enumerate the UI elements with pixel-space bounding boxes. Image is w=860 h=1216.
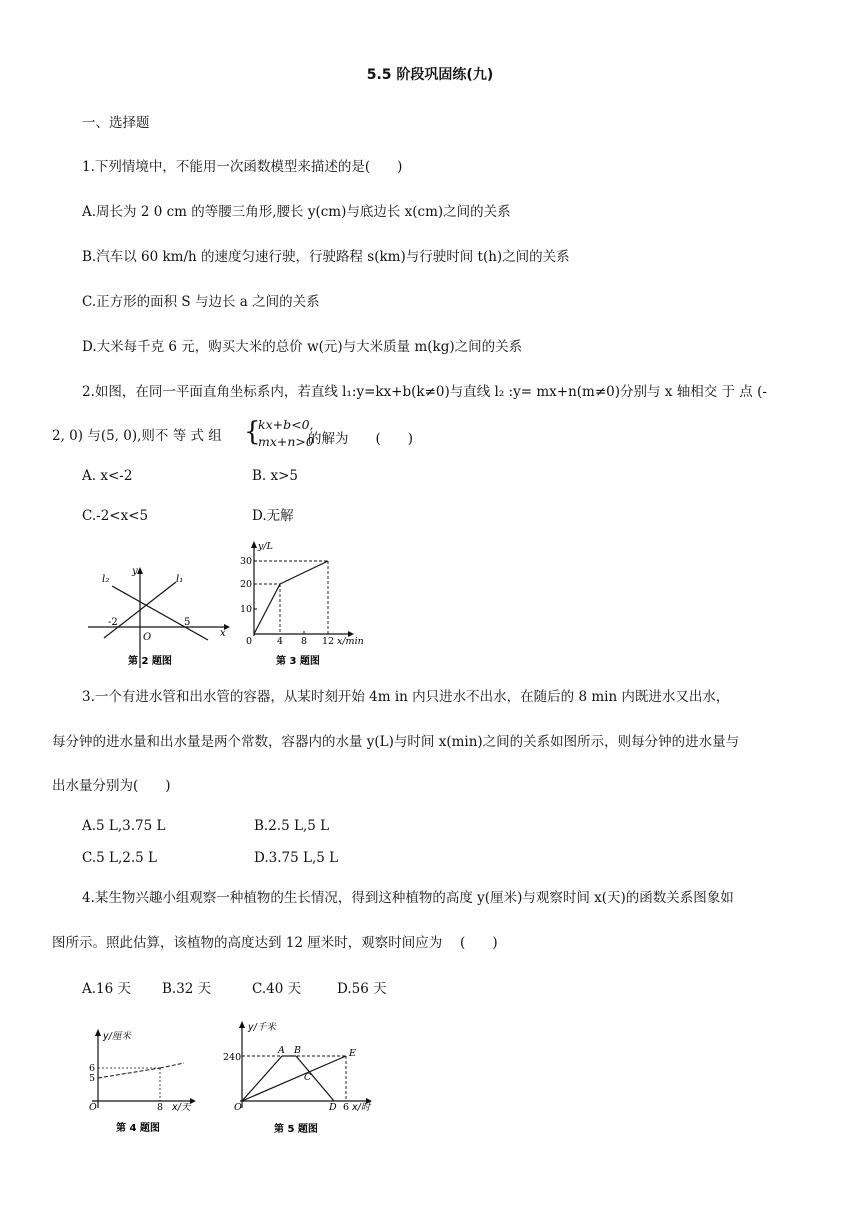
fig5-caption: 第 5 题图 [274,1124,318,1135]
q4-option-a: A.16 天 [82,981,132,997]
fig3-caption: 第 3 题图 [276,656,320,667]
figure-3 [236,538,370,674]
fig5-point-b: B [294,1045,301,1056]
q3-option-c: C.5 L,2.5 L [82,850,158,866]
q3-option-b: B.2.5 L,5 L [254,818,330,834]
figure-4 [86,1024,202,1140]
fig5-y240: 240 [223,1052,242,1063]
q2-stem-line2: 2, 0) 与(5, 0),则不 等 式 组 [52,428,222,444]
fig5-y-label: y/千米 [248,1022,276,1033]
fig4-y6: 6 [89,1063,96,1074]
fig4-x8: 8 [157,1102,164,1113]
fig2-y-label: y [132,566,138,577]
fig3-tick-x8: 8 [301,636,308,647]
fig4-caption: 第 4 题图 [116,1123,160,1134]
fig2-minus2: -2 [108,617,118,628]
fig5-point-e: E [349,1048,356,1059]
q2-stem-line1: 2.如图，在同一平面直角坐标系内，若直线 l₁:y=kx+b(k≠0)与直线 l₂ :y= mx+n(m≠0)分别与 x 轴相交 于 点 (- [82,384,767,400]
fig4-y-label: y/厘米 [103,1031,131,1042]
q3-option-d: D.3.75 L,5 L [254,850,339,866]
page-title: 5.5 阶段巩固练(九) [366,67,494,83]
fig4-x-label: x/天 [172,1102,191,1113]
q3-option-a: A.5 L,3.75 L [82,818,166,834]
fig2-l1-label: l₁ [176,574,184,585]
fig2-five: 5 [184,617,191,628]
q4-option-c: C.40 天 [252,981,302,997]
fig2-caption: 第 2 题图 [128,656,172,667]
inequality-bottom: mx+n>0 [258,434,314,449]
fig5-origin: O [234,1102,242,1113]
q4-stem-line2: 图所示。照此估算，该植物的高度达到 12 厘米时，观察时间应为 ( ) [52,935,498,951]
fig5-point-d: D [329,1102,337,1113]
fig5-x-label: x/时 [352,1102,371,1113]
fig3-y-label: y/L [258,541,273,552]
section-heading: 一、选择题 [82,115,150,131]
brace-symbol: { [244,417,261,447]
q2-option-b: B. x>5 [252,468,299,484]
fig4-y5: 5 [89,1073,96,1084]
fig3-tick-10: 10 [240,604,253,615]
fig5-point-a: A [278,1045,285,1056]
q1-option-c: C.正方形的面积 S 与边长 a 之间的关系 [82,294,320,310]
q1-option-a: A.周长为 2 0 cm 的等腰三角形,腰长 y(cm)与底边长 x(cm)之间的关系 [82,204,511,220]
fig2-x-label: x [220,628,226,639]
q3-stem-line2: 每分钟的进水量和出水量是两个常数，容器内的水量 y(L)与时间 x(min)之间的关系如图所示，则每分钟的进水量与 [52,734,740,750]
fig3-x-label: x/min [337,636,364,647]
q4-option-d: D.56 天 [337,981,387,997]
q4-stem-line1: 4.某生物兴趣小组观察一种植物的生长情况，得到这种植物的高度 y(厘米)与观察时间 x(天)的函数关系图象如 [82,890,734,906]
fig5-x6: 6 [343,1102,350,1113]
q2-option-a: A. x<-2 [82,468,133,484]
q3-stem-line1: 3.一个有进水管和出水管的容器，从某时刻开始 4m in 内只进水不出水，在随后的 8 min 内既进水又出水， [82,689,730,705]
q2-stem-line2-end: 的解为 ( ) [308,431,414,447]
fig3-tick-x12: 12 [322,636,335,647]
q2-option-d: D.无解 [252,508,294,524]
q1-stem: 1.下列情境中，不能用一次函数模型来描述的是( ) [82,159,403,175]
fig2-l2-label: l₂ [102,574,110,585]
figure-5 [222,1016,390,1140]
q1-option-b: B.汽车以 60 km/h 的速度匀速行驶，行驶路程 s(km)与行驶时间 t(h)之间的关系 [82,249,570,265]
q3-stem-line3: 出水量分别为( ) [52,778,171,794]
fig2-origin: O [143,632,152,643]
figure-2 [84,562,234,674]
fig5-point-c: C [304,1072,312,1083]
fig3-tick-20: 20 [240,579,253,590]
fig3-tick-0: 0 [246,636,253,647]
inequality-top: kx+b<0, [258,417,314,432]
fig3-tick-30: 30 [240,556,253,567]
q1-option-d: D.大米每千克 6 元，购买大米的总价 w(元)与大米质量 m(kg)之间的关系 [82,339,523,355]
fig3-tick-x4: 4 [277,636,284,647]
q4-option-b: B.32 天 [162,981,212,997]
q2-option-c: C.-2<x<5 [82,508,149,524]
fig4-origin: O [89,1102,97,1113]
